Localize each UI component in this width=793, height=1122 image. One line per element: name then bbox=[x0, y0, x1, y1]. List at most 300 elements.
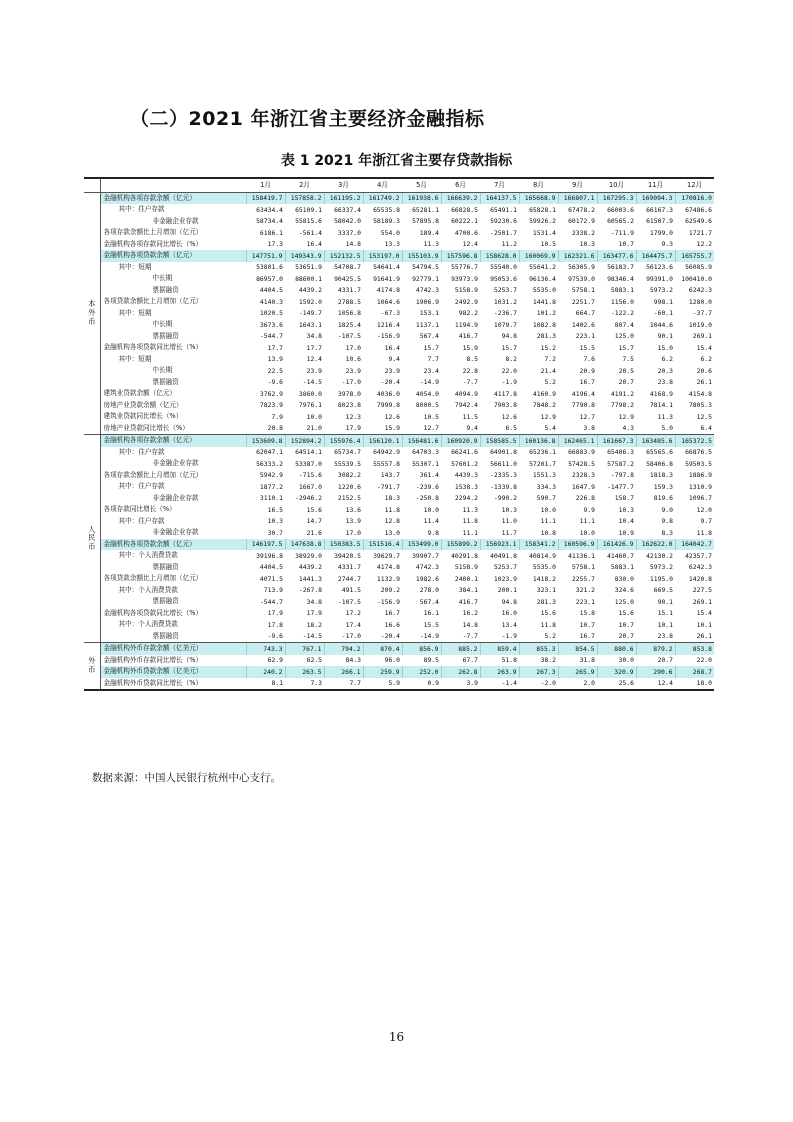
table-cell: -17.0 bbox=[341, 378, 361, 387]
table-cell: 1721.7 bbox=[688, 228, 712, 237]
table-cell: 1137.1 bbox=[415, 320, 439, 329]
table-cell: 5973.2 bbox=[649, 286, 673, 295]
table-cell: 2.0 bbox=[583, 679, 595, 688]
table-cell: 14.8 bbox=[345, 240, 361, 249]
table-cell: 11.1 bbox=[540, 517, 556, 526]
table-cell: 20.7 bbox=[657, 656, 673, 665]
table-cell: 64703.3 bbox=[412, 448, 439, 457]
table-cell: 158585.5 bbox=[480, 435, 519, 447]
row-label: 金融机构外币存款余额（亿美元） bbox=[100, 643, 246, 655]
table-cell: 324.6 bbox=[614, 586, 634, 595]
table-cell: 57895.8 bbox=[412, 217, 439, 226]
table-cell: 567.4 bbox=[419, 332, 439, 341]
table-cell: 20.8 bbox=[267, 424, 283, 433]
table-cell: 16.7 bbox=[579, 378, 595, 387]
table-cell: 17.4 bbox=[345, 620, 361, 629]
row-label: 金融机构各项存款余额（亿元） bbox=[100, 192, 246, 204]
table-cell: 143.7 bbox=[380, 471, 400, 480]
table-cell: 16.6 bbox=[384, 620, 400, 629]
table-cell: 12.6 bbox=[384, 412, 400, 421]
table-cell: 5.2 bbox=[544, 632, 556, 641]
table-cell: 11.7 bbox=[501, 528, 517, 537]
table-cell: 26.1 bbox=[696, 378, 712, 387]
table-cell: 209.2 bbox=[380, 586, 400, 595]
table-cell: 160136.8 bbox=[519, 435, 558, 447]
table-row bbox=[84, 308, 714, 320]
table-cell: 334.3 bbox=[536, 482, 556, 491]
table-row bbox=[84, 527, 714, 539]
row-label: 金融机构各项存款同比增长（%） bbox=[103, 239, 203, 248]
table-cell: 163477.6 bbox=[597, 250, 636, 262]
table-cell: 6.2 bbox=[700, 355, 712, 364]
table-cell: 4742.3 bbox=[415, 563, 439, 572]
table-cell: 982.2 bbox=[458, 309, 478, 318]
table-cell: 223.1 bbox=[575, 332, 595, 341]
table-cell: 1195.0 bbox=[649, 574, 673, 583]
table-cell: 23.8 bbox=[657, 632, 673, 641]
table-cell: 4071.5 bbox=[259, 574, 283, 583]
table-cell: 156481.6 bbox=[402, 435, 441, 447]
table-cell: -20.4 bbox=[380, 378, 400, 387]
table-cell: 38.2 bbox=[540, 656, 556, 665]
table-cell: 10.8 bbox=[540, 528, 556, 537]
table-cell: 10.3 bbox=[579, 240, 595, 249]
table-cell: -17.0 bbox=[341, 632, 361, 641]
table-cell: 65281.1 bbox=[412, 205, 439, 214]
row-label: 其中：短期 bbox=[118, 354, 152, 363]
table-cell: 15.9 bbox=[462, 343, 478, 352]
section-label: 人民币 bbox=[84, 435, 100, 643]
table-cell: 1079.7 bbox=[493, 320, 517, 329]
table-cell: 4404.5 bbox=[259, 286, 283, 295]
table-row bbox=[84, 678, 714, 691]
table-cell: 66337.4 bbox=[334, 205, 361, 214]
table-cell: 62047.1 bbox=[256, 448, 283, 457]
row-label: 票据融资 bbox=[152, 331, 179, 340]
table-cell: 4331.7 bbox=[337, 286, 361, 295]
table-cell: 22.0 bbox=[501, 366, 517, 375]
table-row bbox=[84, 285, 714, 297]
table-cell: 1667.0 bbox=[298, 482, 322, 491]
row-label: 其中：个人消费贷款 bbox=[118, 620, 178, 629]
table-cell: 65565.6 bbox=[646, 448, 673, 457]
table-cell: 4196.4 bbox=[571, 389, 595, 398]
table-cell: 5.2 bbox=[544, 378, 556, 387]
table-cell: 1031.2 bbox=[493, 297, 517, 306]
table-cell: 269.1 bbox=[692, 597, 712, 606]
table-row bbox=[84, 493, 714, 505]
table-cell: 4160.9 bbox=[532, 389, 556, 398]
table-cell: 3673.6 bbox=[259, 320, 283, 329]
table-cell: 10.5 bbox=[423, 412, 439, 421]
table-cell: 8.1 bbox=[271, 679, 283, 688]
table-cell: 855.3 bbox=[519, 643, 558, 655]
table-cell: 320.9 bbox=[597, 666, 636, 678]
table-cell: 12.9 bbox=[540, 412, 556, 421]
table-cell: 11.3 bbox=[657, 412, 673, 421]
table-cell: 151516.4 bbox=[363, 539, 402, 551]
table-cell: 88600.1 bbox=[295, 274, 322, 283]
table-cell: 870.4 bbox=[363, 643, 402, 655]
table-row bbox=[84, 192, 714, 204]
row-label: 票据融资 bbox=[152, 377, 179, 386]
table-cell: 9.4 bbox=[388, 355, 400, 364]
table-cell: 361.4 bbox=[419, 471, 439, 480]
table-cell: 56085.9 bbox=[685, 263, 712, 272]
table-cell: 162321.6 bbox=[558, 250, 597, 262]
table-cell: 1082.8 bbox=[532, 320, 556, 329]
row-label: 票据融资 bbox=[152, 597, 179, 606]
table-cell: -1.9 bbox=[501, 632, 517, 641]
table-cell: 157596.8 bbox=[441, 250, 480, 262]
table-cell: 15.9 bbox=[384, 424, 400, 433]
table-cell: 57428.5 bbox=[568, 459, 595, 468]
table-cell: 223.1 bbox=[575, 597, 595, 606]
row-label: 其中：短期 bbox=[118, 262, 152, 271]
table-cell: 156923.1 bbox=[480, 539, 519, 551]
table-cell: 2492.9 bbox=[454, 297, 478, 306]
table-cell: 62.9 bbox=[267, 656, 283, 665]
table-cell: 15.8 bbox=[579, 609, 595, 618]
row-label: 金融机构各项贷款同比增长（%） bbox=[103, 608, 203, 617]
table-cell: 2294.2 bbox=[454, 494, 478, 503]
table-cell: 95053.6 bbox=[490, 274, 517, 283]
table-cell: 5535.0 bbox=[532, 286, 556, 295]
table-cell: 90.1 bbox=[657, 597, 673, 606]
table-cell: 99391.0 bbox=[646, 274, 673, 283]
table-cell: 4117.8 bbox=[493, 389, 517, 398]
table-cell: 147638.8 bbox=[285, 539, 324, 551]
table-cell: 161749.2 bbox=[363, 192, 402, 204]
table-cell: 1441.3 bbox=[298, 574, 322, 583]
table-cell: 21.6 bbox=[306, 528, 322, 537]
table-cell: 7814.1 bbox=[649, 401, 673, 410]
table-cell: 2152.5 bbox=[337, 494, 361, 503]
table-cell: 1156.0 bbox=[610, 297, 634, 306]
table-cell: 4154.8 bbox=[688, 389, 712, 398]
table-cell: -9.6 bbox=[267, 378, 283, 387]
row-label: 中长期 bbox=[152, 274, 173, 283]
row-label: 票据融资 bbox=[152, 562, 179, 571]
table-cell: 1216.4 bbox=[376, 320, 400, 329]
table-cell: 1982.6 bbox=[415, 574, 439, 583]
table-cell: 856.9 bbox=[402, 643, 441, 655]
table-cell: 6.4 bbox=[700, 424, 712, 433]
table-cell: 384.1 bbox=[458, 586, 478, 595]
table-cell: 157858.2 bbox=[285, 192, 324, 204]
table-cell: 1441.8 bbox=[532, 297, 556, 306]
table-cell: 1420.8 bbox=[688, 574, 712, 583]
table-cell: 21.0 bbox=[306, 424, 322, 433]
table-cell: 5758.1 bbox=[571, 563, 595, 572]
table-cell: 664.7 bbox=[575, 309, 595, 318]
table-row bbox=[84, 516, 714, 528]
table-cell: -9.6 bbox=[267, 632, 283, 641]
table-cell: -7.7 bbox=[462, 632, 478, 641]
table-cell: 227.5 bbox=[692, 586, 712, 595]
table-cell: 1886.9 bbox=[688, 471, 712, 480]
table-cell: 7.9 bbox=[271, 412, 283, 421]
table-cell: 58042.0 bbox=[334, 217, 361, 226]
table-cell: 6.5 bbox=[505, 424, 517, 433]
table-cell: 41136.1 bbox=[568, 551, 595, 560]
table-caption: 表 1 2021 年浙江省主要存贷款指标 bbox=[280, 153, 513, 169]
table-cell: 8.2 bbox=[505, 355, 517, 364]
table-cell: 155976.4 bbox=[324, 435, 363, 447]
table-cell: 12.3 bbox=[345, 412, 361, 421]
row-label: 房地产业贷款同比增长（%） bbox=[103, 423, 189, 432]
table-cell: 162465.1 bbox=[558, 435, 597, 447]
table-cell: 9.8 bbox=[661, 517, 673, 526]
table-cell: 161938.6 bbox=[402, 192, 441, 204]
table-cell: 416.7 bbox=[458, 597, 478, 606]
table-cell: 4094.9 bbox=[454, 389, 478, 398]
table-cell: 5535.0 bbox=[532, 563, 556, 572]
table-cell: 4742.3 bbox=[415, 286, 439, 295]
table-cell: 16.1 bbox=[423, 609, 439, 618]
table-cell: 8.3 bbox=[661, 528, 673, 537]
table-cell: 89.5 bbox=[423, 656, 439, 665]
table-cell: 65734.7 bbox=[334, 448, 361, 457]
table-cell: 713.9 bbox=[263, 586, 283, 595]
table-row bbox=[84, 539, 714, 551]
table-cell: 200.1 bbox=[497, 586, 517, 595]
table-cell: 98346.4 bbox=[607, 274, 634, 283]
table-cell: 23.9 bbox=[384, 366, 400, 375]
table-cell: 160920.9 bbox=[441, 435, 480, 447]
table-cell: 2400.1 bbox=[454, 574, 478, 583]
table-cell: 51.8 bbox=[501, 656, 517, 665]
table-header-row bbox=[84, 178, 714, 192]
table-cell: 3110.1 bbox=[259, 494, 283, 503]
table-cell: 170816.0 bbox=[675, 192, 714, 204]
table-cell: 55540.0 bbox=[490, 263, 517, 272]
table-cell: 146197.5 bbox=[246, 539, 285, 551]
table-cell: 11.3 bbox=[423, 240, 439, 249]
table-cell: -791.7 bbox=[376, 482, 400, 491]
row-label: 各项存款同比增长（%） bbox=[103, 505, 176, 514]
table-cell: 12.7 bbox=[423, 424, 439, 433]
table-cell: 90.1 bbox=[657, 332, 673, 341]
table-cell: 55776.7 bbox=[451, 263, 478, 272]
month-header: 8月 bbox=[519, 178, 558, 192]
table-cell: 10.3 bbox=[501, 505, 517, 514]
table-cell: 743.3 bbox=[246, 643, 285, 655]
table-cell: 67.7 bbox=[462, 656, 478, 665]
source-note: 数据来源：中国人民银行杭州中心支行。 bbox=[92, 772, 281, 784]
table-cell: 9.9 bbox=[583, 505, 595, 514]
table-cell: 263.9 bbox=[480, 666, 519, 678]
table-cell: 4331.7 bbox=[337, 563, 361, 572]
table-cell: 12.4 bbox=[657, 679, 673, 688]
table-cell: 66876.5 bbox=[685, 448, 712, 457]
table-row bbox=[84, 262, 714, 274]
table-cell: 21.4 bbox=[540, 366, 556, 375]
table-cell: 10.6 bbox=[345, 355, 361, 364]
header-label bbox=[100, 178, 246, 192]
row-label: 各项存款余额比上月增加（亿元） bbox=[103, 228, 203, 237]
table-cell: 14.7 bbox=[306, 517, 322, 526]
month-header: 5月 bbox=[402, 178, 441, 192]
table-cell: 554.0 bbox=[380, 228, 400, 237]
table-cell: 61507.9 bbox=[646, 217, 673, 226]
table-cell: 1531.4 bbox=[532, 228, 556, 237]
table-cell: 152132.5 bbox=[324, 250, 363, 262]
table-cell: 92779.1 bbox=[412, 274, 439, 283]
table-cell: 160069.9 bbox=[519, 250, 558, 262]
table-cell: 16.4 bbox=[306, 240, 322, 249]
table-row bbox=[84, 619, 714, 631]
table-cell: 57587.2 bbox=[607, 459, 634, 468]
table-cell: 59926.2 bbox=[529, 217, 556, 226]
table-cell: 65535.8 bbox=[373, 205, 400, 214]
table-cell: 42130.2 bbox=[646, 551, 673, 560]
table-cell: -37.7 bbox=[692, 309, 712, 318]
table-cell: 5883.1 bbox=[610, 286, 634, 295]
table-cell: 7823.9 bbox=[259, 401, 283, 410]
table-cell: 16.4 bbox=[384, 343, 400, 352]
table-cell: 5158.9 bbox=[454, 286, 478, 295]
table-cell: 1019.0 bbox=[688, 320, 712, 329]
table-cell: 1538.3 bbox=[454, 482, 478, 491]
table-cell: 1220.6 bbox=[337, 482, 361, 491]
row-label: 各项存款余额比上月增加（亿元） bbox=[103, 470, 203, 479]
table-cell: 167295.3 bbox=[597, 192, 636, 204]
table-cell: 64514.1 bbox=[295, 448, 322, 457]
table-cell: 13.4 bbox=[501, 620, 517, 629]
loan-deposit-table bbox=[84, 177, 714, 691]
table-cell: 23.8 bbox=[657, 378, 673, 387]
table-cell: 22.0 bbox=[696, 656, 712, 665]
table-cell: 153609.8 bbox=[246, 435, 285, 447]
table-cell: 1825.4 bbox=[337, 320, 361, 329]
table-cell: 1023.9 bbox=[493, 574, 517, 583]
row-label: 非金融企业存款 bbox=[152, 216, 199, 225]
table-cell: 10.0 bbox=[540, 505, 556, 514]
table-cell: 54641.4 bbox=[373, 263, 400, 272]
table-row bbox=[84, 204, 714, 216]
row-label: 票据融资 bbox=[152, 285, 179, 294]
table-cell: 20.9 bbox=[579, 366, 595, 375]
table-cell: 25.6 bbox=[618, 679, 634, 688]
table-row bbox=[84, 631, 714, 643]
table-cell: 153.1 bbox=[419, 309, 439, 318]
table-cell: 158628.0 bbox=[480, 250, 519, 262]
table-row bbox=[84, 550, 714, 562]
table-cell: 13.3 bbox=[384, 240, 400, 249]
table-cell: 7805.3 bbox=[688, 401, 712, 410]
table-cell: 13.6 bbox=[345, 505, 361, 514]
table-cell: 5253.7 bbox=[493, 563, 517, 572]
table-cell: 252.0 bbox=[402, 666, 441, 678]
table-cell: 13.9 bbox=[345, 517, 361, 526]
table-cell: 149343.9 bbox=[285, 250, 324, 262]
table-cell: 4404.5 bbox=[259, 563, 283, 572]
table-cell: 13.9 bbox=[267, 355, 283, 364]
table-row bbox=[84, 447, 714, 459]
row-label: 非金融企业存款 bbox=[152, 528, 199, 537]
row-label: 非金融企业存款 bbox=[152, 459, 199, 468]
table-cell: 55815.6 bbox=[295, 217, 322, 226]
table-cell: 150383.5 bbox=[324, 539, 363, 551]
table-cell: 54794.5 bbox=[412, 263, 439, 272]
table-cell: 1194.9 bbox=[454, 320, 478, 329]
table-cell: 1647.9 bbox=[571, 482, 595, 491]
table-cell: -2335.3 bbox=[490, 471, 517, 480]
row-label: 中长期 bbox=[152, 366, 173, 375]
table-cell: 5.4 bbox=[544, 424, 556, 433]
table-cell: 1064.6 bbox=[376, 297, 400, 306]
table-cell: 3978.0 bbox=[337, 389, 361, 398]
table-cell: 281.3 bbox=[536, 332, 556, 341]
table-cell: 10.7 bbox=[618, 240, 634, 249]
row-label: 各项贷款余额比上月增加（亿元） bbox=[103, 297, 203, 306]
table-cell: 7.2 bbox=[544, 355, 556, 364]
table-cell: 160596.9 bbox=[558, 539, 597, 551]
table-cell: 23.4 bbox=[423, 366, 439, 375]
month-header: 7月 bbox=[480, 178, 519, 192]
table-cell: 10.3 bbox=[618, 505, 634, 514]
table-cell: 4700.6 bbox=[454, 228, 478, 237]
table-row bbox=[84, 655, 714, 667]
table-cell: 590.7 bbox=[536, 494, 556, 503]
table-cell: 11.0 bbox=[501, 517, 517, 526]
row-label: 金融机构各项贷款余额（亿元） bbox=[100, 539, 246, 551]
table-cell: 240.2 bbox=[246, 666, 285, 678]
table-cell: 830.0 bbox=[614, 574, 634, 583]
table-cell: 60222.1 bbox=[451, 217, 478, 226]
table-cell: 8023.8 bbox=[337, 401, 361, 410]
table-cell: 2251.7 bbox=[571, 297, 595, 306]
table-cell: 38929.0 bbox=[295, 551, 322, 560]
table-cell: 11.3 bbox=[462, 505, 478, 514]
table-cell: -236.7 bbox=[493, 309, 517, 318]
table-row bbox=[84, 435, 714, 447]
table-cell: 416.7 bbox=[458, 332, 478, 341]
table-cell: 156120.1 bbox=[363, 435, 402, 447]
table-cell: 7.7 bbox=[349, 679, 361, 688]
table-cell: -1.9 bbox=[501, 378, 517, 387]
table-cell: 90425.5 bbox=[334, 274, 361, 283]
table-cell: 166807.1 bbox=[558, 192, 597, 204]
table-cell: 4191.2 bbox=[610, 389, 634, 398]
table-cell: 39629.7 bbox=[373, 551, 400, 560]
table-row bbox=[84, 400, 714, 412]
row-label: 金融机构各项贷款同比增长（%） bbox=[103, 343, 203, 352]
table-cell: 96.0 bbox=[384, 656, 400, 665]
month-header: 2月 bbox=[285, 178, 324, 192]
table-cell: 17.7 bbox=[306, 343, 322, 352]
table-cell: 20.6 bbox=[696, 366, 712, 375]
table-cell: 819.6 bbox=[653, 494, 673, 503]
table-cell: 65109.1 bbox=[295, 205, 322, 214]
table-cell: -20.4 bbox=[380, 632, 400, 641]
table-row bbox=[84, 296, 714, 308]
table-cell: 57201.7 bbox=[529, 459, 556, 468]
table-cell: 56305.9 bbox=[568, 263, 595, 272]
table-cell: 58406.8 bbox=[646, 459, 673, 468]
table-row bbox=[84, 666, 714, 678]
row-label: 其中：住户存款 bbox=[118, 482, 165, 491]
table-cell: 161195.2 bbox=[324, 192, 363, 204]
table-cell: 11.2 bbox=[501, 240, 517, 249]
table-cell: 15.1 bbox=[657, 609, 673, 618]
table-row bbox=[84, 458, 714, 470]
table-row bbox=[84, 331, 714, 343]
table-cell: 15.6 bbox=[306, 505, 322, 514]
table-cell: 4439.2 bbox=[298, 563, 322, 572]
table-cell: 11.8 bbox=[696, 528, 712, 537]
